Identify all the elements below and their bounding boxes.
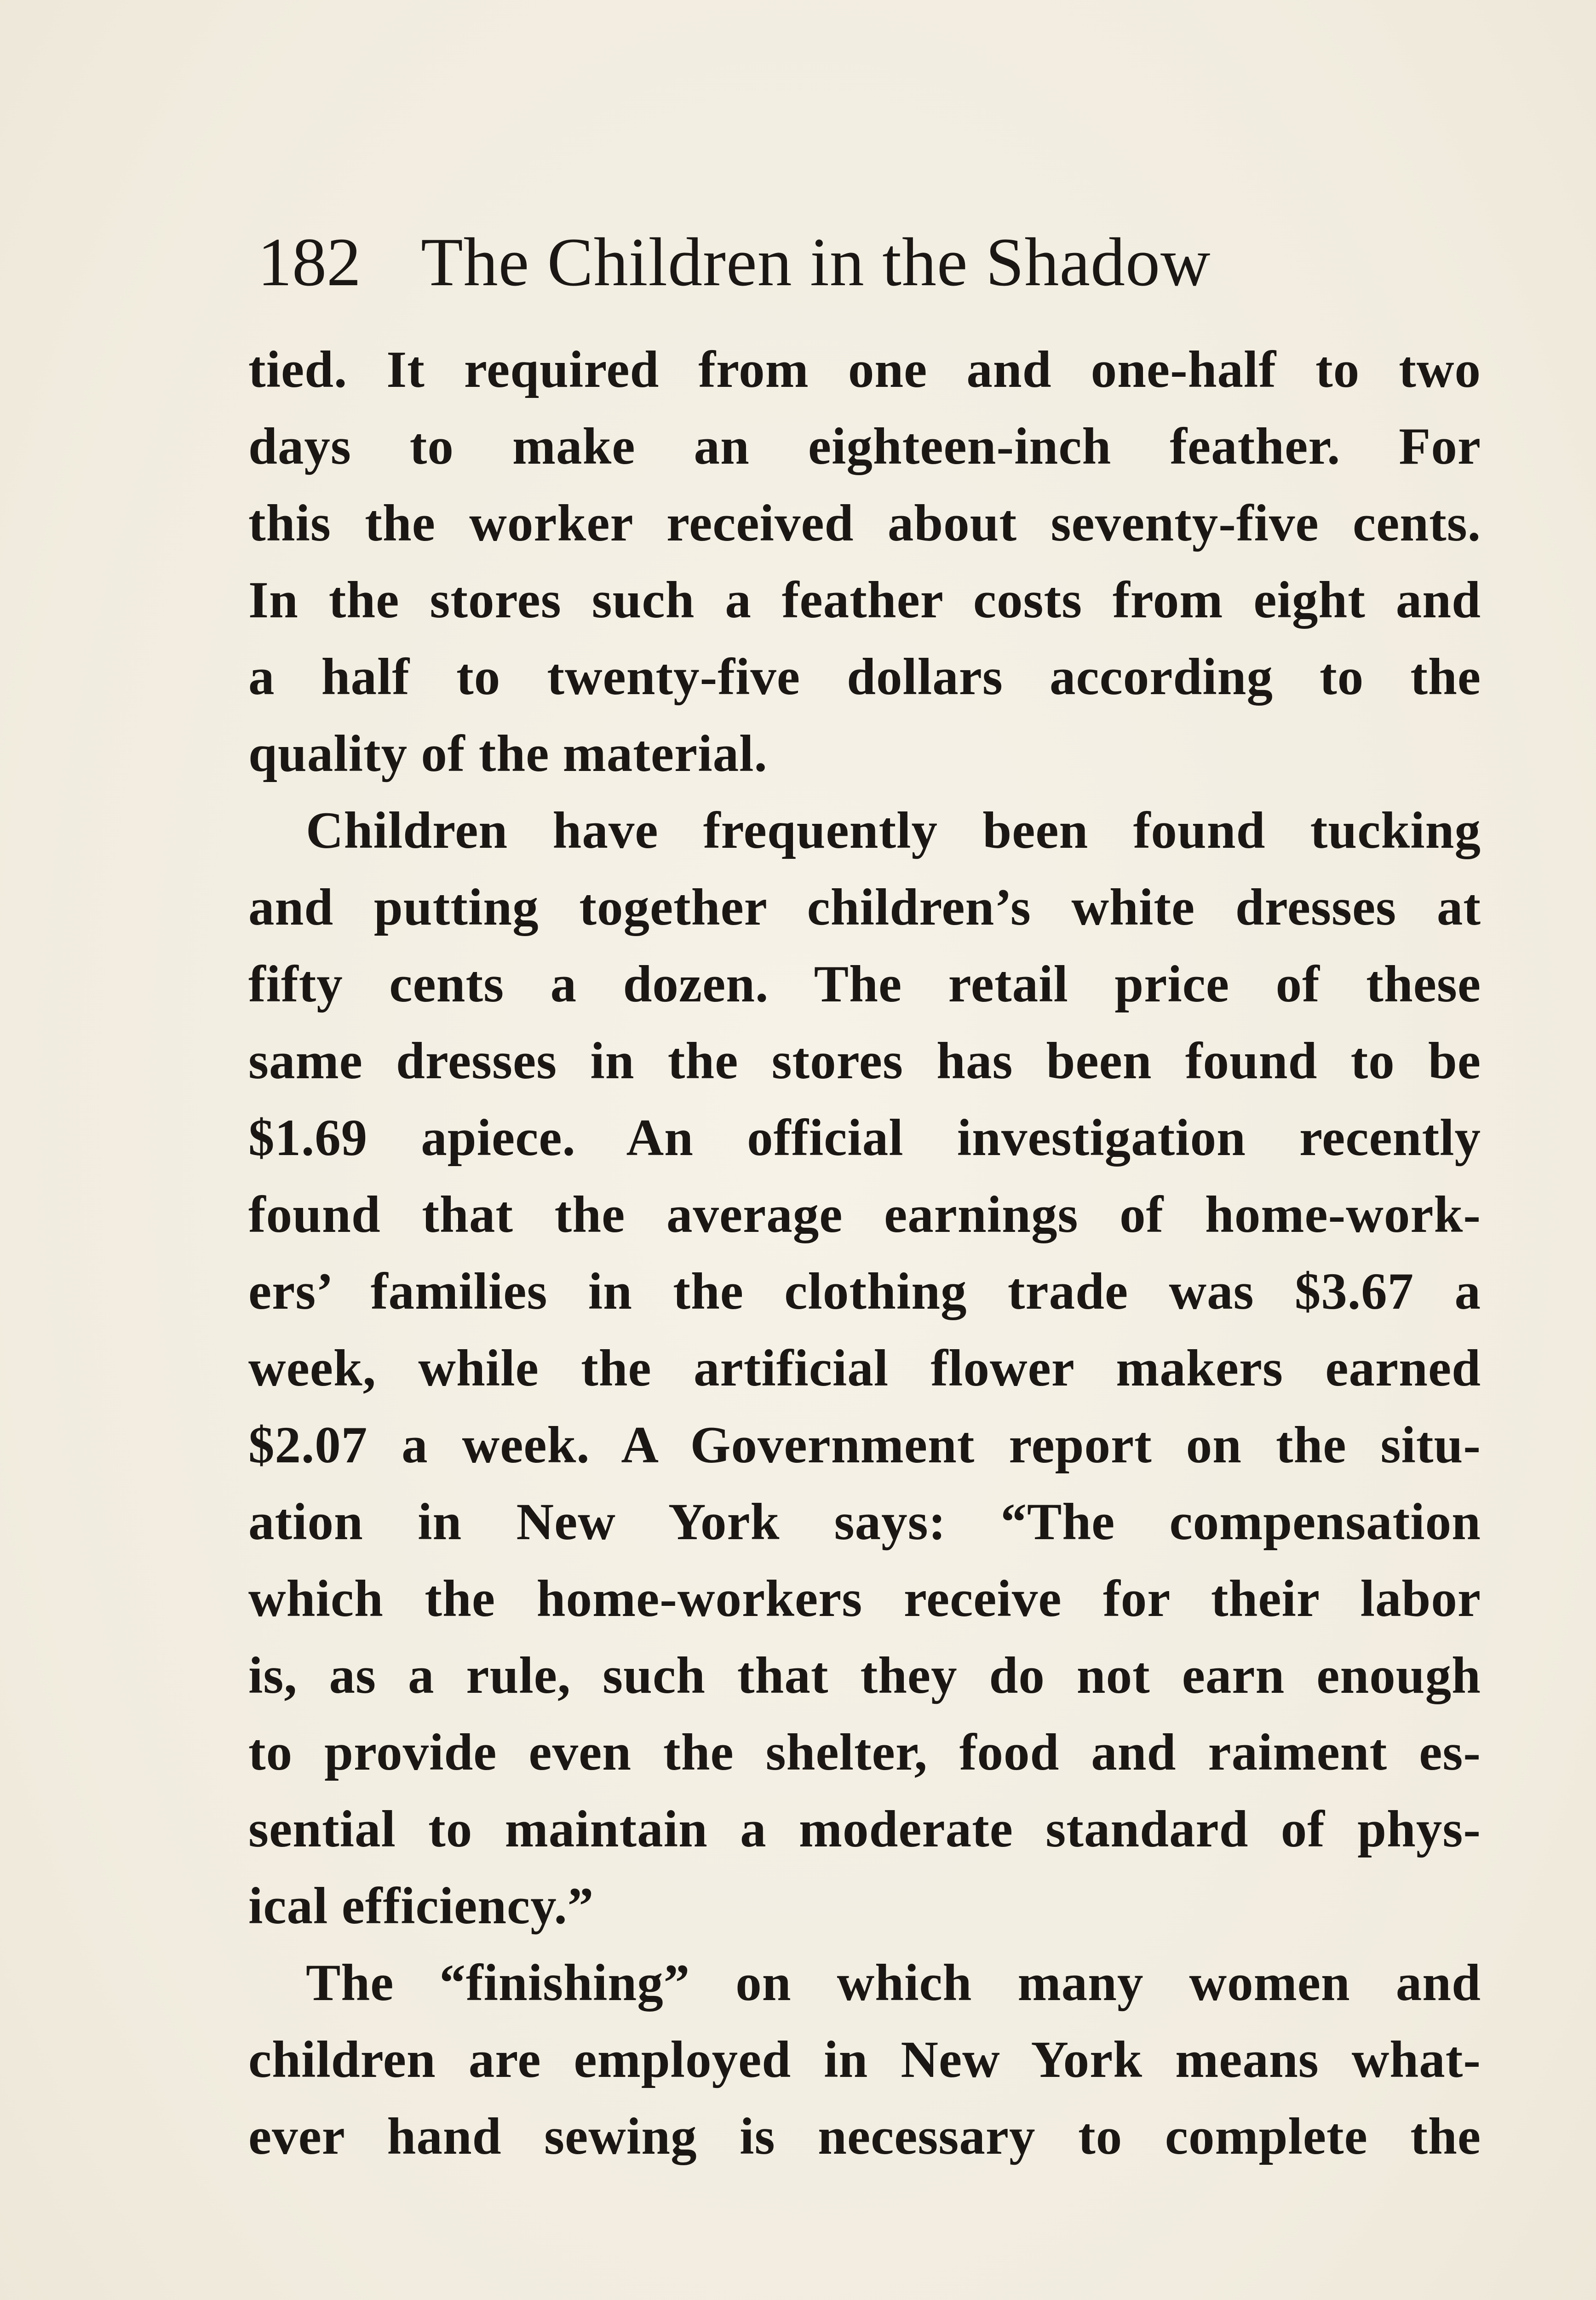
paragraph-1 [248,331,1481,792]
text-line: this the worker received about seventy-five cents. [248,494,1481,552]
text-line: is, as a rule, such that they do not earn enough [248,1647,1481,1704]
text-line: $1.69 apiece. An official investigation recently [248,1109,1481,1167]
text-line: Children have frequently been found tucking [306,802,1481,859]
text-line: fifty cents a dozen. The retail price of these [248,955,1481,1013]
text-line: which the home-workers receive for their labor [248,1570,1481,1627]
text-line: and putting together children’s white dresses at [248,879,1481,936]
paragraph-3 [248,1944,1481,2175]
page-number: 182 [258,224,361,300]
text-line: to provide even the shelter, food and raiment es- [248,1724,1481,1781]
text-line: quality of the material. [248,725,768,782]
text-line: a half to twenty-five dollars according to the [248,648,1481,706]
text-line: tied. It required from one and one-half to two [248,341,1481,398]
text-line: The “finishing” on which many women and [306,1954,1481,2012]
text-line: sential to maintain a moderate standard of phys- [248,1800,1481,1858]
text-line: $2.07 a week. A Government report on the situ- [248,1416,1481,1474]
text-line: In the stores such a feather costs from eight and [248,571,1481,629]
text-line: children are employed in New York means what- [248,2031,1481,2088]
paragraph-2 [248,792,1481,1944]
text-line: days to make an eighteen-inch feather. For [248,418,1481,475]
text-line: week, while the artificial flower makers earned [248,1340,1481,1397]
text-line: same dresses in the stores has been found to be [248,1032,1481,1090]
text-line: ers’ families in the clothing trade was $3.67 a [248,1263,1481,1320]
text-line: ever hand sewing is necessary to complete the [248,2108,1481,2165]
text-line: ation in New York says: “The compensation [248,1493,1481,1551]
running-head: The Children in the Shadow [421,224,1211,300]
body-text [248,331,1481,2175]
text-line: ical efficiency.” [248,1877,594,1935]
page-header [258,216,1481,308]
text-line: found that the average earnings of home-work- [248,1186,1481,1243]
